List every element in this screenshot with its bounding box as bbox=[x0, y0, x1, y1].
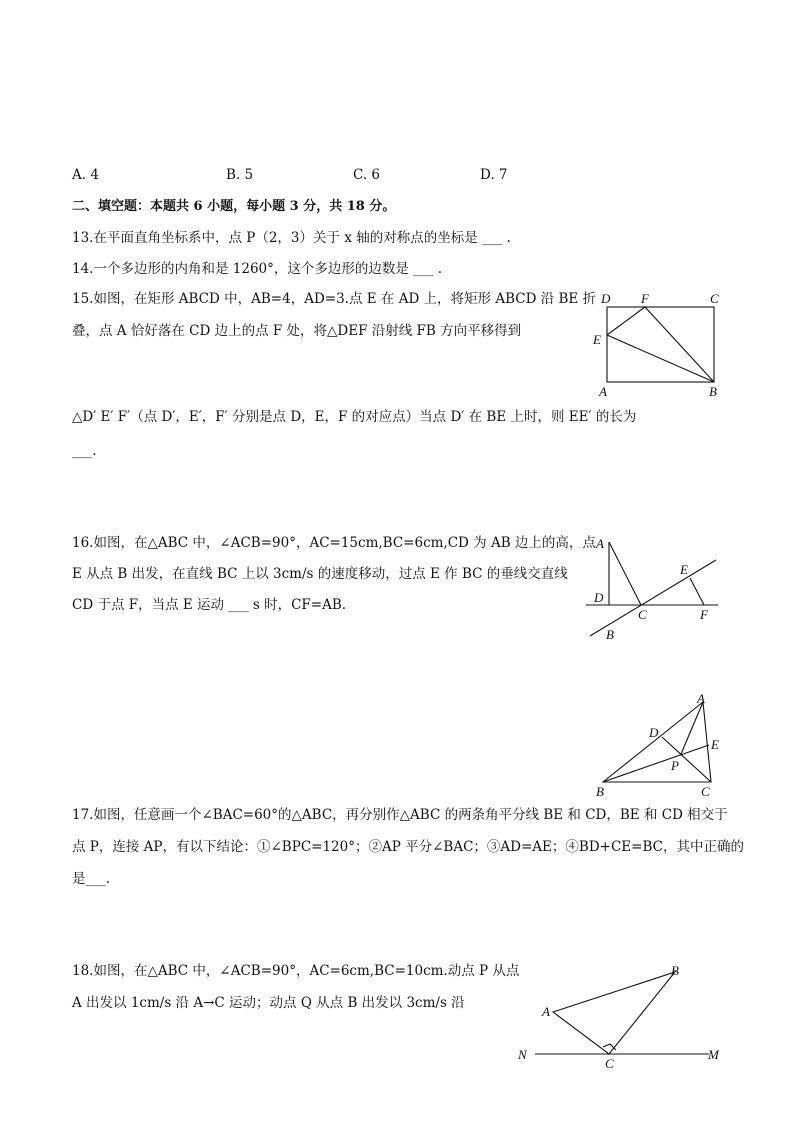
segment-fb bbox=[645, 307, 714, 382]
q17-line1: 17.如图，任意画一个∠BAC=60°的△ABC，再分别作△ABC 的两条角平分线 BE 和 CD，BE 和 CD 相交于 bbox=[72, 807, 728, 823]
label-b: B bbox=[709, 384, 717, 399]
question-13: 13.在平面直角坐标系中，点 P（2，3）关于 x 轴的对称点的坐标是 ___ . bbox=[72, 230, 511, 246]
label-b: B bbox=[606, 627, 614, 642]
choice-a: A. 4 bbox=[72, 167, 99, 183]
label-d: D bbox=[601, 291, 611, 306]
label-b: B bbox=[596, 784, 604, 799]
label-c: C bbox=[605, 1056, 614, 1071]
segment-eb bbox=[607, 335, 714, 382]
label-e: E bbox=[680, 562, 688, 577]
segment-ef bbox=[690, 578, 704, 605]
label-d: D bbox=[649, 725, 659, 740]
segment-ef bbox=[607, 307, 645, 335]
q15-figure bbox=[585, 288, 735, 398]
rectangle-abcd bbox=[607, 307, 714, 382]
label-a: A bbox=[599, 384, 607, 399]
q16-figure bbox=[580, 530, 730, 645]
q17-line2: 点 P，连接 AP，有以下结论：①∠BPC=120°；②AP 平分∠BAC；③AD=AE；④BD+CE=BC，其中正确的 bbox=[72, 839, 744, 855]
label-b: B bbox=[671, 963, 679, 978]
label-c: C bbox=[701, 784, 710, 799]
q16-line2: E 从点 B 出发，在直线 BC 上以 3cm/s 的速度移动，过点 E 作 BC 的垂线交直线 bbox=[72, 566, 568, 582]
label-e: E bbox=[593, 332, 601, 347]
segment-be bbox=[603, 745, 709, 782]
label-d: D bbox=[594, 590, 604, 605]
label-m: M bbox=[708, 1047, 719, 1062]
q15-line3: △D′ E′ F′（点 D′，E′，F′ 分别是点 D，E，F 的对应点）当点 D′ 在 BE 上时，则 EE′ 的长为 bbox=[72, 409, 637, 425]
segment-ac bbox=[609, 542, 641, 605]
q18-line2: A 出发以 1cm/s 沿 A→C 运动；动点 Q 从点 B 出发以 3cm/s 沿 bbox=[72, 995, 465, 1011]
question-14: 14.一个多边形的内角和是 1260°，这个多边形的边数是 ___ . bbox=[72, 261, 442, 277]
q16-line1: 16.如图，在△ABC 中，∠ACB=90°，AC=15cm,BC=6cm,CD 为 AB 边上的高，点 bbox=[72, 535, 596, 551]
q15-line2: 叠，点 A 恰好落在 CD 边上的点 F 处，将△DEF 沿射线 FB 方向平移得到 bbox=[72, 323, 522, 339]
label-e: E bbox=[711, 737, 719, 752]
triangle-abc bbox=[603, 702, 711, 782]
choice-c: C. 6 bbox=[353, 167, 381, 183]
choice-b: B. 5 bbox=[226, 167, 254, 183]
choice-d: D. 7 bbox=[480, 167, 508, 183]
label-a: A bbox=[697, 691, 705, 706]
section-heading: 二、填空题：本题共 6 小题，每小题 3 分，共 18 分。 bbox=[72, 199, 396, 214]
segment-cd bbox=[662, 737, 711, 782]
q16-line3: CD 于点 F，当点 E 运动 ___ s 时，CF=AB. bbox=[72, 597, 347, 613]
label-f: F bbox=[641, 291, 649, 306]
q17-line3: 是___. bbox=[72, 871, 111, 887]
q18-figure bbox=[515, 960, 735, 1070]
label-f: F bbox=[700, 607, 708, 622]
label-c: C bbox=[638, 607, 647, 622]
q15-line1: 15.如图，在矩形 ABCD 中，AB=4，AD=3.点 E 在 AD 上，将矩形 ABCD 沿 BE 折 bbox=[72, 291, 597, 307]
q18-line1: 18.如图，在△ABC 中，∠ACB=90°，AC=6cm,BC=10cm.动点 P 从点 bbox=[72, 963, 520, 979]
label-n: N bbox=[518, 1047, 527, 1062]
label-c: C bbox=[710, 291, 719, 306]
label-a: A bbox=[596, 536, 604, 551]
label-p: P bbox=[671, 758, 679, 773]
segment-ap bbox=[681, 702, 703, 754]
label-a: A bbox=[542, 1004, 550, 1019]
q15-line4: ___. bbox=[72, 443, 97, 459]
q17-figure bbox=[590, 690, 730, 800]
triangle-abc bbox=[553, 972, 675, 1054]
